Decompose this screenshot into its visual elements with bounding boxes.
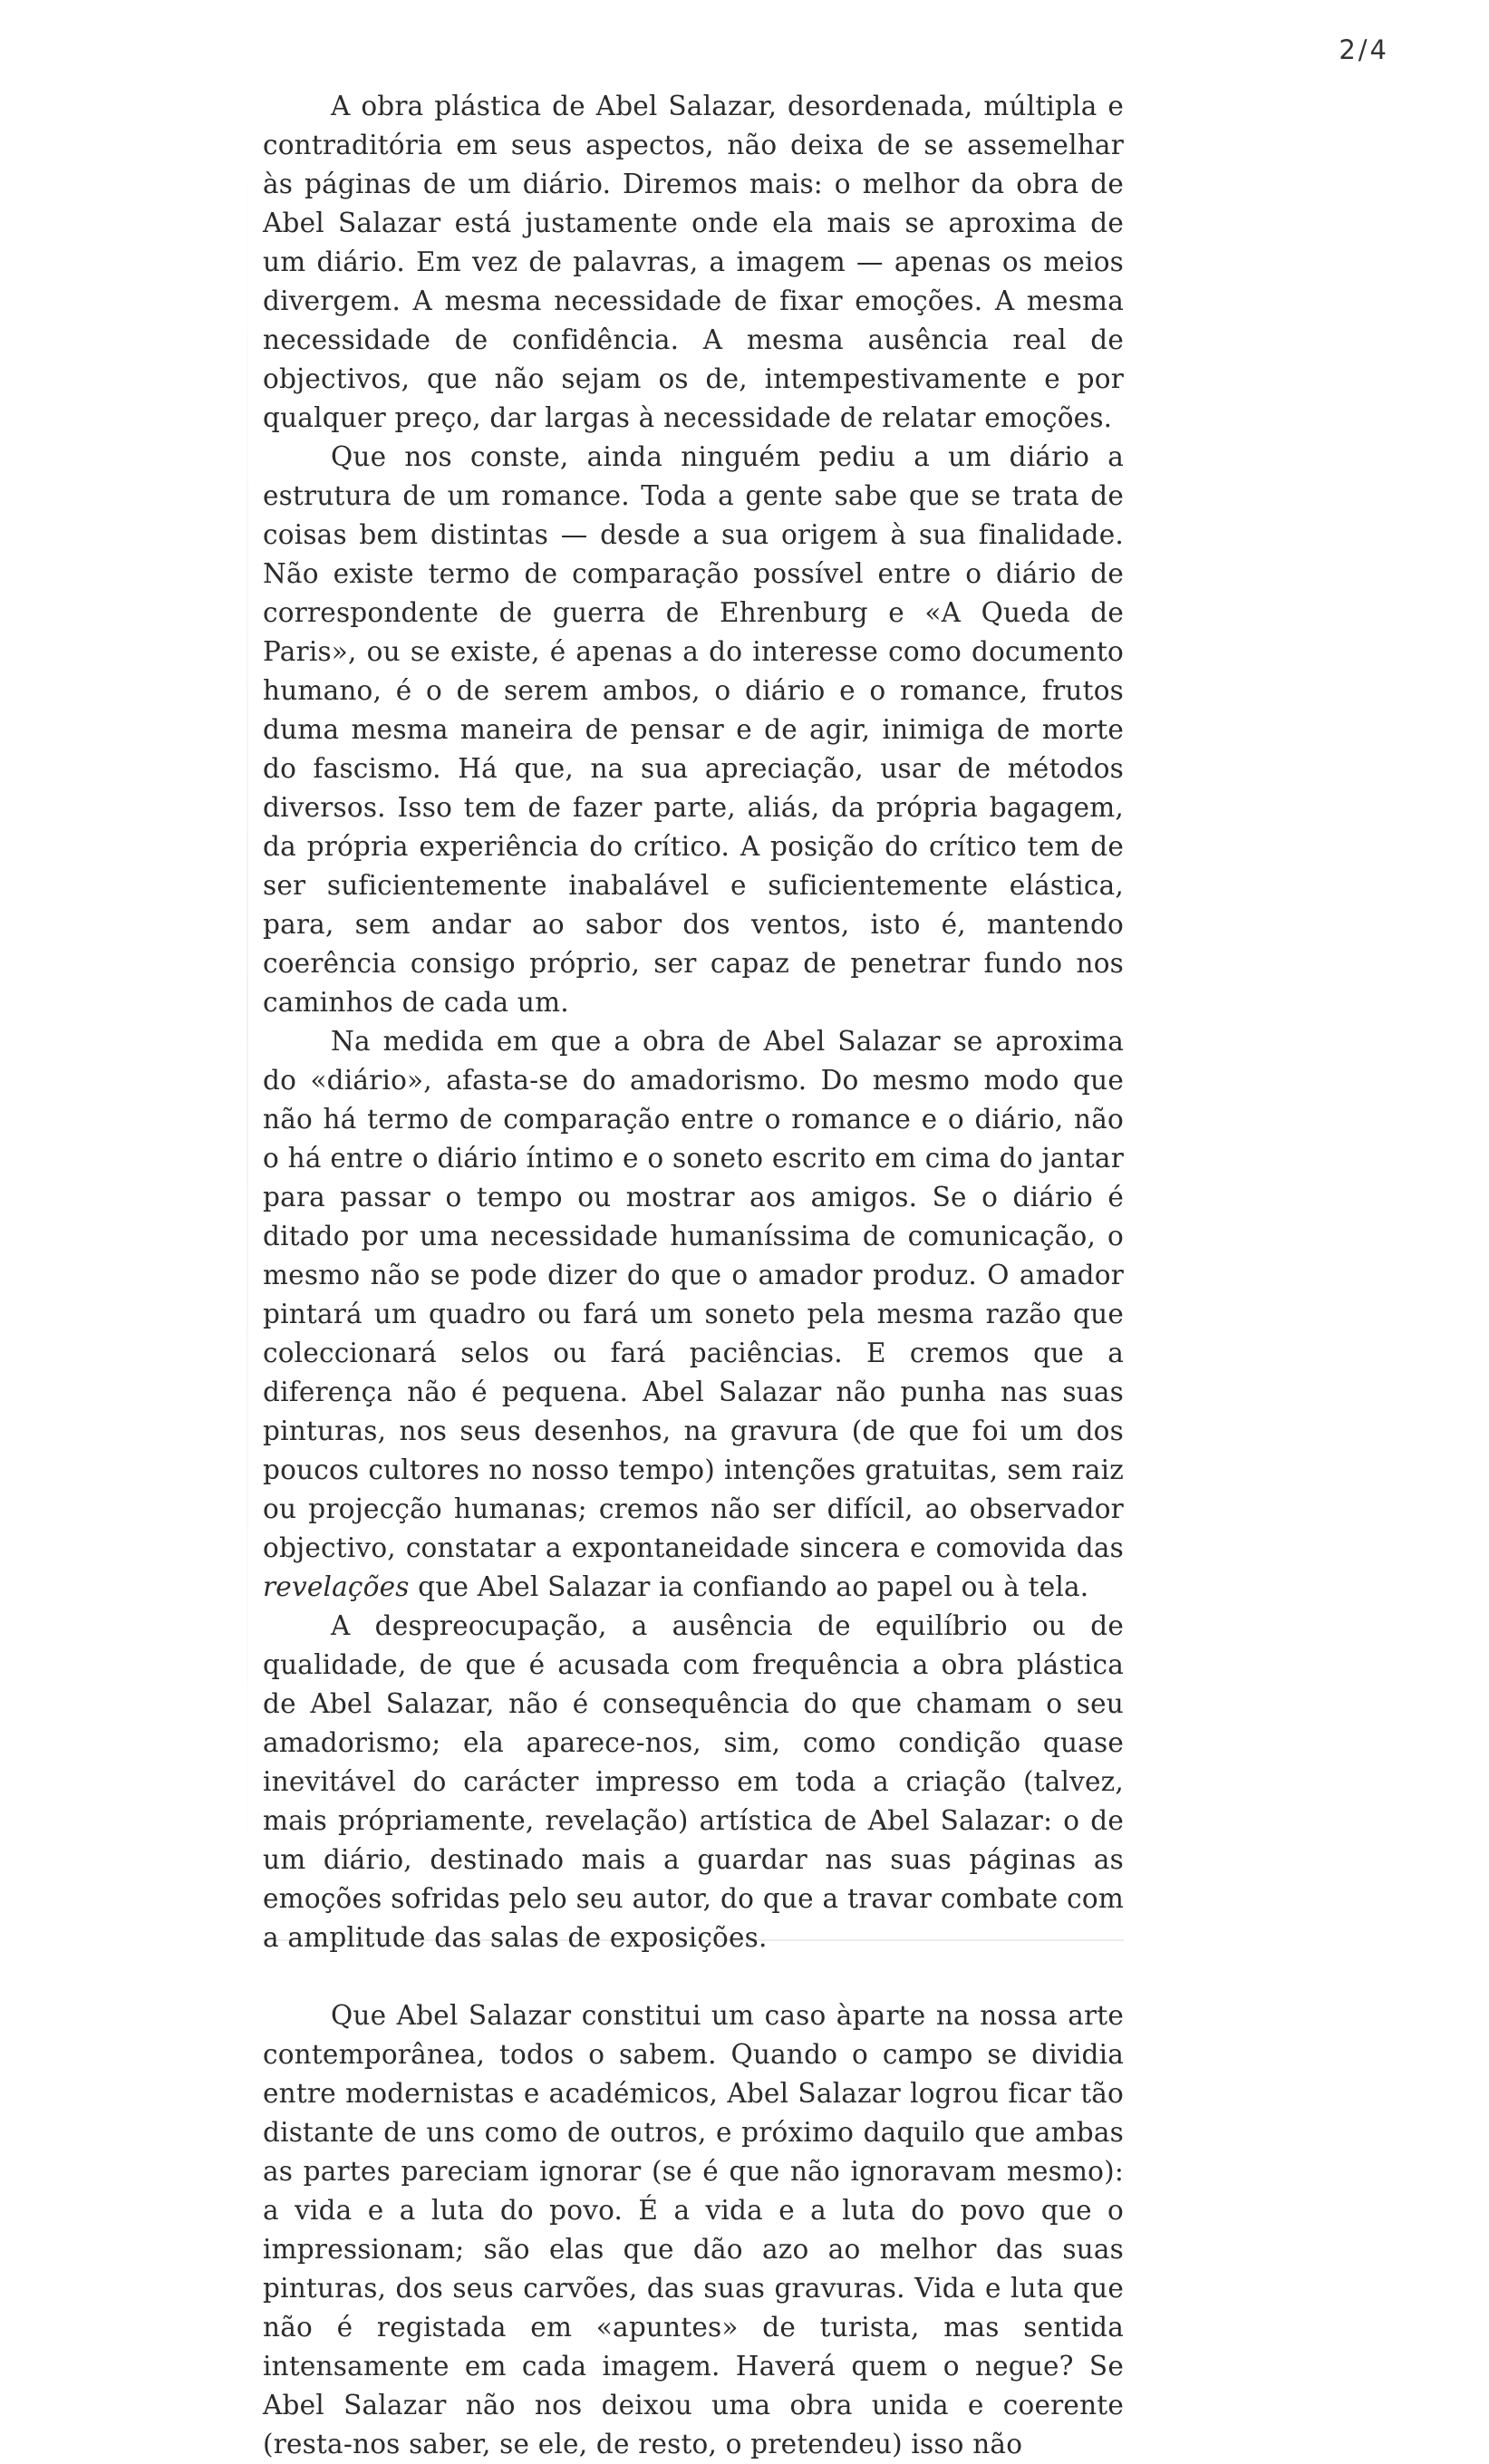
article-body (263, 87, 1124, 2464)
paragraph-4: A despreocupação, a ausência de equilíbrio ou de qualidade, de que é acusada com frequência a obra plástica de Abel Salazar, não é consequência do que chamam o seu amadorismo; ela aparece-nos, sim, como condição quase inevitável do carácter impresso em toda a criação (talvez, mais própriamente, revelação) artística de Abel Salazar: o de um diário, destinado mais a guardar nas suas páginas as emoções sofridas pelo seu autor, do que a travar combate com a amplitude das salas de exposições. (263, 1610, 1124, 1953)
scan-shadow-left (247, 74, 248, 1941)
paragraph-1: A obra plástica de Abel Salazar, desordenada, múltipla e contraditória em seus aspectos, não deixa de se assemelhar às páginas de um diário. Diremos mais: o melhor da obra de Abel Salazar está justamente onde ela mais se aproxima de um diário. Em vez de palavras, a imagem — apenas os meios divergem. A mesma necessidade de fixar emoções. A mesma necessidade de confidência. A mesma ausência real de objectivos, que não sejam os de, intempestivamente e por qualquer preço, dar largas à necessidade de relatar emoções. (263, 91, 1124, 433)
paragraph-3-text: Na medida em que a obra de Abel Salazar se aproxima do «diário», afasta-se do amadorismo. Do mesmo modo que não há termo de comparação entre o romance e o diário, não o há entre o diário íntimo e o soneto escrito em cima do jantar para passar o tempo ou mostrar aos amigos. Se o diário é ditado por uma necessidade humaníssima de comunicação, o mesmo não se pode dizer do que o amador produz. O amador pintará um quadro ou fará um soneto pela mesma razão que coleccionará selos ou fará paciências. E cremos que a diferença não é pequena. Abel Salazar não punha nas suas pinturas, nos seus desenhos, na gravura (de que foi um dos poucos cultores no nosso tempo) intenções gratuitas, sem raiz ou projecção humanas; cremos não ser difícil, ao observador objectivo, constatar a expontaneidade sincera e comovida das (263, 1026, 1124, 1563)
paragraph-3-emphasis: revelações (263, 1571, 410, 1602)
paragraph-3 (263, 1022, 1124, 1607)
page-number: 2/4 (1339, 34, 1389, 65)
paragraph-3-tail: que Abel Salazar ia confiando ao papel ou à tela. (409, 1571, 1089, 1602)
paragraph-2: Que nos conste, ainda ninguém pediu a um diário a estrutura de um romance. Toda a gente sabe que se trata de coisas bem distintas — desde a sua origem à sua finalidade. Não existe termo de comparação possível entre o diário de correspondente de guerra de Ehrenburg e «A Queda de Paris», ou se existe, é apenas a do interesse como documento humano, é o de serem ambos, o diário e o romance, frutos duma mesma maneira de pensar e de agir, inimiga de morte do fascismo. Há que, na sua apreciação, usar de métodos diversos. Isso tem de fazer parte, aliás, da própria bagagem, da própria experiência do crítico. A posição do crítico tem de ser suficientemente inabalável e suficientemente elástica, para, sem andar ao sabor dos ventos, isto é, mantendo coerência consigo próprio, ser capaz de penetrar fundo nos caminhos de cada um. (263, 441, 1124, 1018)
paragraph-5: Que Abel Salazar constitui um caso àparte na nossa arte contemporânea, todos o sabem. Quando o campo se dividia entre modernistas e académicos, Abel Salazar logrou ficar tão distante de uns como de outros, e próximo daquilo que ambas as partes pareciam ignorar (se é que não ignoravam mesmo): a vida e a luta do povo. É a vida e a luta do povo que o impressionam; são elas que dão azo ao melhor das suas pinturas, dos seus carvões, das suas gravuras. Vida e luta que não é registada em «apuntes» de turista, mas sentida intensamente em cada imagem. Haverá quem o negue? Se Abel Salazar não nos deixou uma obra unida e coerente (resta-nos saber, se ele, de resto, o pretendeu) isso não (263, 2000, 1124, 2459)
scan-shadow-bottom (263, 1939, 1124, 1941)
